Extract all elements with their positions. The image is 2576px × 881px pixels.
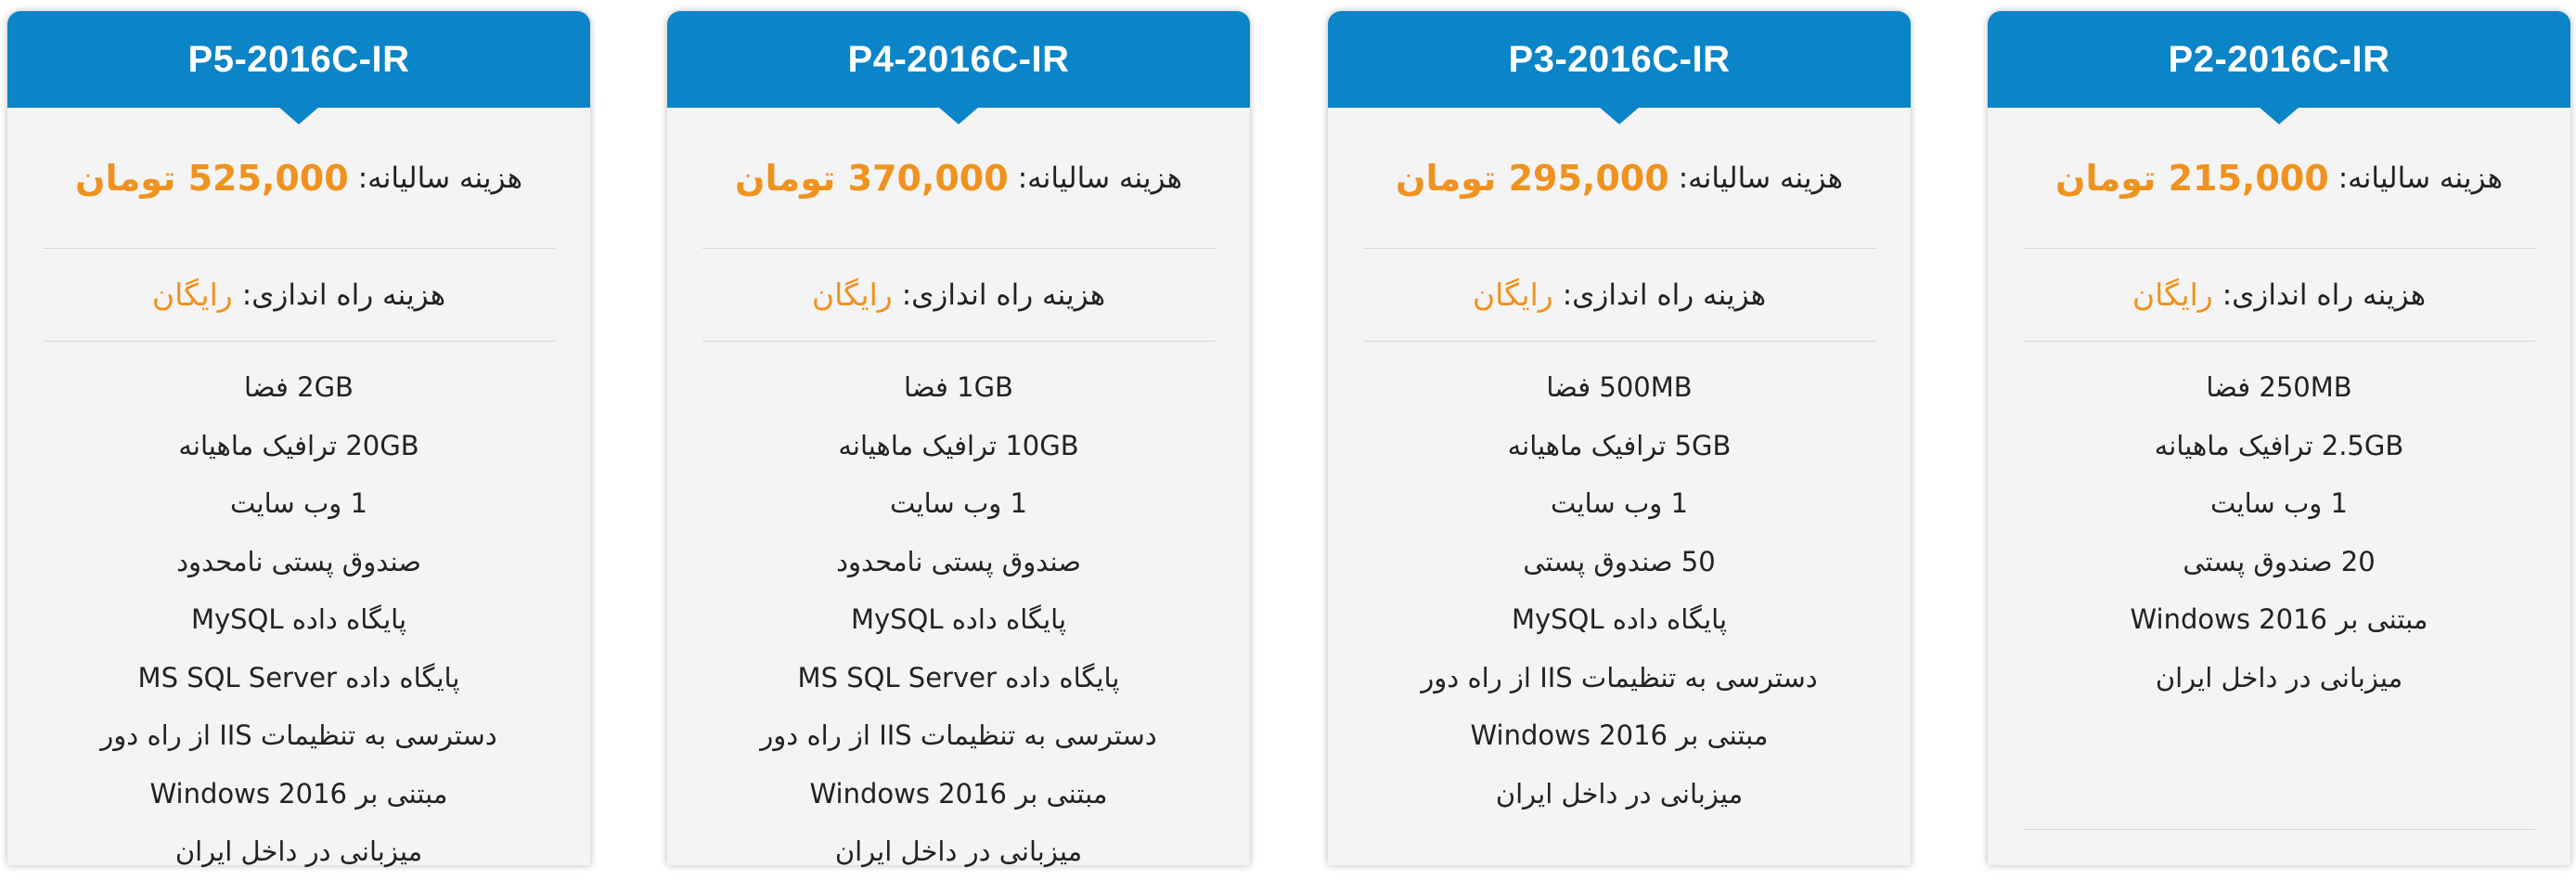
annual-price-label: هزینه سالیانه: <box>2338 161 2503 195</box>
annual-price-row <box>43 108 555 249</box>
setup-fee-value: رایگان <box>2132 277 2213 313</box>
feature-item: مبتنی بر Windows 2016 <box>2130 603 2428 635</box>
feature-item: پایگاه داده MySQL <box>850 603 1067 635</box>
annual-price-value: 295,000 تومان <box>1396 157 1669 199</box>
feature-item: 20 صندوق پستی <box>2183 545 2376 577</box>
annual-price-row <box>2023 108 2535 249</box>
feature-item: پایگاه داده MySQL <box>1511 603 1728 635</box>
feature-item: 1 وب سایت <box>890 487 1027 519</box>
plan-card-header <box>1328 11 1911 108</box>
feature-item: 500MB فضا <box>1546 371 1693 403</box>
plan-name: P3-2016C-IR <box>1508 38 1731 80</box>
feature-item: پایگاه داده MySQL <box>190 603 407 635</box>
feature-item: 1 وب سایت <box>2210 487 2348 519</box>
feature-list <box>2023 342 2535 706</box>
plan-card-header <box>1988 11 2570 108</box>
feature-list <box>702 342 1215 881</box>
setup-fee-label: هزینه راه اندازی: <box>1562 278 1767 312</box>
feature-item: صندوق پستی نامحدود <box>836 545 1081 577</box>
setup-fee-label: هزینه راه اندازی: <box>241 278 446 312</box>
annual-price-value: 370,000 تومان <box>735 157 1009 199</box>
feature-item: پایگاه داده MS SQL Server <box>137 661 460 693</box>
annual-price-label: هزینه سالیانه: <box>1678 161 1843 195</box>
setup-fee-value: رایگان <box>1472 277 1553 313</box>
setup-fee-label: هزینه راه اندازی: <box>2222 278 2427 312</box>
feature-item: دسترسی به تنظیمات IIS از راه دور <box>1421 661 1818 693</box>
feature-item: پایگاه داده MS SQL Server <box>797 661 1120 693</box>
feature-item: میزبانی در داخل ایران <box>1495 777 1744 810</box>
feature-list <box>1363 342 1875 823</box>
annual-price-value: 525,000 تومان <box>75 157 349 199</box>
setup-fee-row <box>43 249 555 342</box>
feature-item: 10GB ترافیک ماهیانه <box>838 429 1079 461</box>
feature-item: 20GB ترافیک ماهیانه <box>178 429 419 461</box>
annual-price-value: 215,000 تومان <box>2055 157 2329 199</box>
feature-list <box>43 342 555 881</box>
setup-fee-row <box>1363 249 1875 342</box>
feature-item: میزبانی در داخل ایران <box>174 836 423 867</box>
feature-item: 2.5GB ترافیک ماهیانه <box>2154 429 2404 461</box>
setup-fee-value: رایگان <box>811 277 893 313</box>
feature-item: مبتنی بر Windows 2016 <box>1470 719 1769 751</box>
feature-item: صندوق پستی نامحدود <box>176 545 421 577</box>
annual-price-row <box>702 108 1215 249</box>
feature-item: 1GB فضا <box>904 371 1013 403</box>
setup-fee-value: رایگان <box>151 277 233 313</box>
setup-fee-row <box>2023 249 2535 342</box>
feature-item: مبتنی بر Windows 2016 <box>149 777 448 810</box>
plan-card-p2 <box>1988 11 2570 865</box>
feature-item: 250MB فضا <box>2206 371 2352 403</box>
plan-card-p4 <box>667 11 1250 865</box>
card-divider <box>2023 829 2535 830</box>
annual-price-label: هزینه سالیانه: <box>1017 161 1182 195</box>
plan-card-p5 <box>7 11 590 865</box>
feature-item: دسترسی به تنظیمات IIS از راه دور <box>760 719 1157 751</box>
feature-item: 50 صندوق پستی <box>1523 545 1716 577</box>
feature-item: دسترسی به تنظیمات IIS از راه دور <box>100 719 497 751</box>
feature-item: 2GB فضا <box>244 371 354 403</box>
plan-card-header <box>667 11 1250 108</box>
plan-name: P5-2016C-IR <box>187 38 410 80</box>
plan-card-p3 <box>1328 11 1911 865</box>
feature-item: میزبانی در داخل ایران <box>834 836 1083 867</box>
setup-fee-label: هزینه راه اندازی: <box>901 278 1106 312</box>
feature-item: میزبانی در داخل ایران <box>2155 661 2403 693</box>
plan-name: P4-2016C-IR <box>847 38 1070 80</box>
feature-item: 1 وب سایت <box>230 487 367 519</box>
annual-price-label: هزینه سالیانه: <box>357 161 522 195</box>
feature-item: 1 وب سایت <box>1551 487 1688 519</box>
setup-fee-row <box>702 249 1215 342</box>
feature-item: مبتنی بر Windows 2016 <box>809 777 1108 810</box>
annual-price-row <box>1363 108 1875 249</box>
feature-item: 5GB ترافیک ماهیانه <box>1507 429 1732 461</box>
plan-card-header <box>7 11 590 108</box>
plan-name: P2-2016C-IR <box>2168 38 2390 80</box>
